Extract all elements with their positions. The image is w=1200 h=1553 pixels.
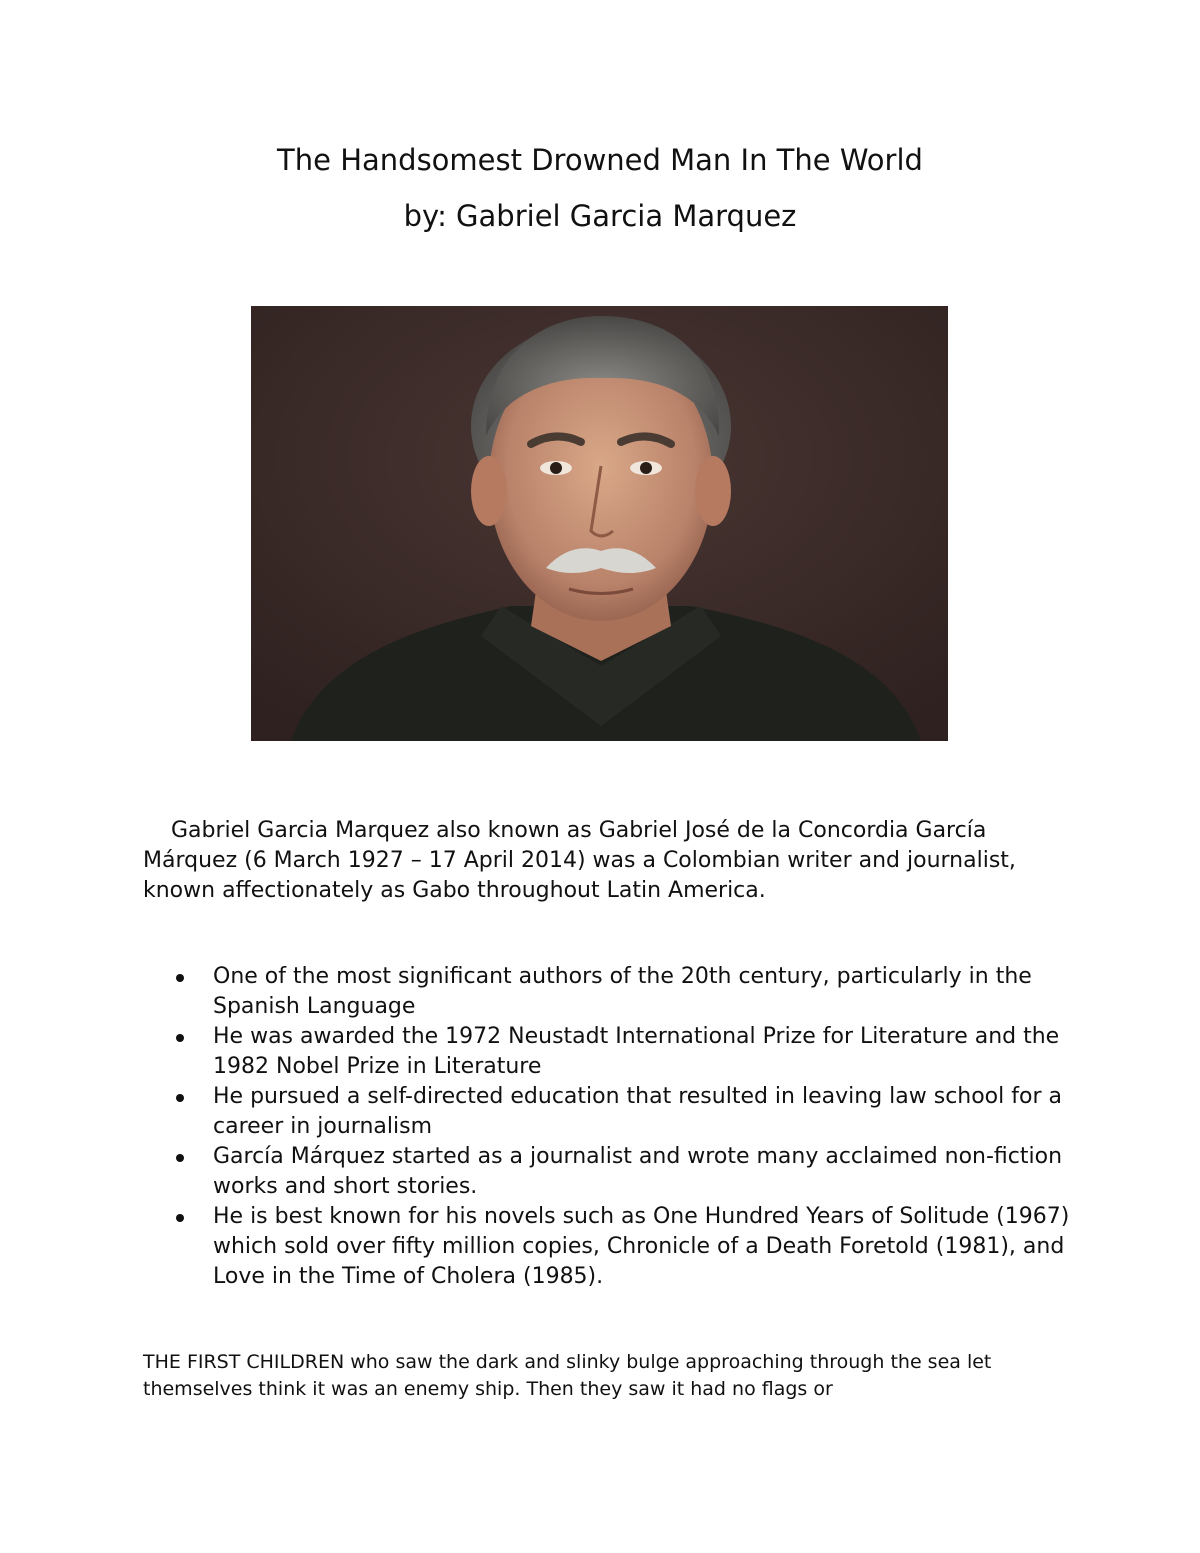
bullet-icon — [176, 1154, 184, 1162]
list-item-text: He pursued a self-directed education that resulted in leaving law school for a career in journalism — [213, 1084, 1062, 1139]
list-item — [143, 1142, 1073, 1202]
facts-list — [143, 962, 1073, 1292]
list-item — [143, 1202, 1073, 1292]
list-item — [143, 1022, 1073, 1082]
author-byline: by: Gabriel Garcia Marquez — [403, 199, 797, 233]
bullet-icon — [176, 1214, 184, 1222]
bullet-icon — [176, 1034, 184, 1042]
document-title: The Handsomest Drowned Man In The World — [277, 143, 923, 177]
story-opening-paragraph: THE FIRST CHILDREN who saw the dark and slinky bulge approaching through the sea let themselves think it was an enemy ship. Then they saw it had no flags or — [143, 1351, 992, 1400]
list-item-text: He was awarded the 1972 Neustadt International Prize for Literature and the 1982 Nobel Prize in Literature — [213, 1024, 1060, 1079]
bullet-icon — [176, 1094, 184, 1102]
list-item — [143, 1082, 1073, 1142]
author-portrait — [251, 306, 948, 741]
list-item-text: García Márquez started as a journalist and wrote many acclaimed non-fiction works and short stories. — [213, 1144, 1063, 1199]
bullet-icon — [176, 974, 184, 982]
intro-paragraph: Gabriel Garcia Marquez also known as Gabriel José de la Concordia García Márquez (6 March 1927 – 17 April 2014) was a Colombian writer and journalist, known affectionately as Gabo throughout Latin America. — [143, 818, 1016, 903]
list-item-text: One of the most significant authors of the 20th century, particularly in the Spanish Language — [213, 964, 1032, 1019]
list-item — [143, 962, 1073, 1022]
list-item-text: He is best known for his novels such as One Hundred Years of Solitude (1967) which sold over fifty million copies, Chronicle of a Death Foretold (1981), and Love in the Time of Cholera (1985). — [213, 1204, 1070, 1289]
